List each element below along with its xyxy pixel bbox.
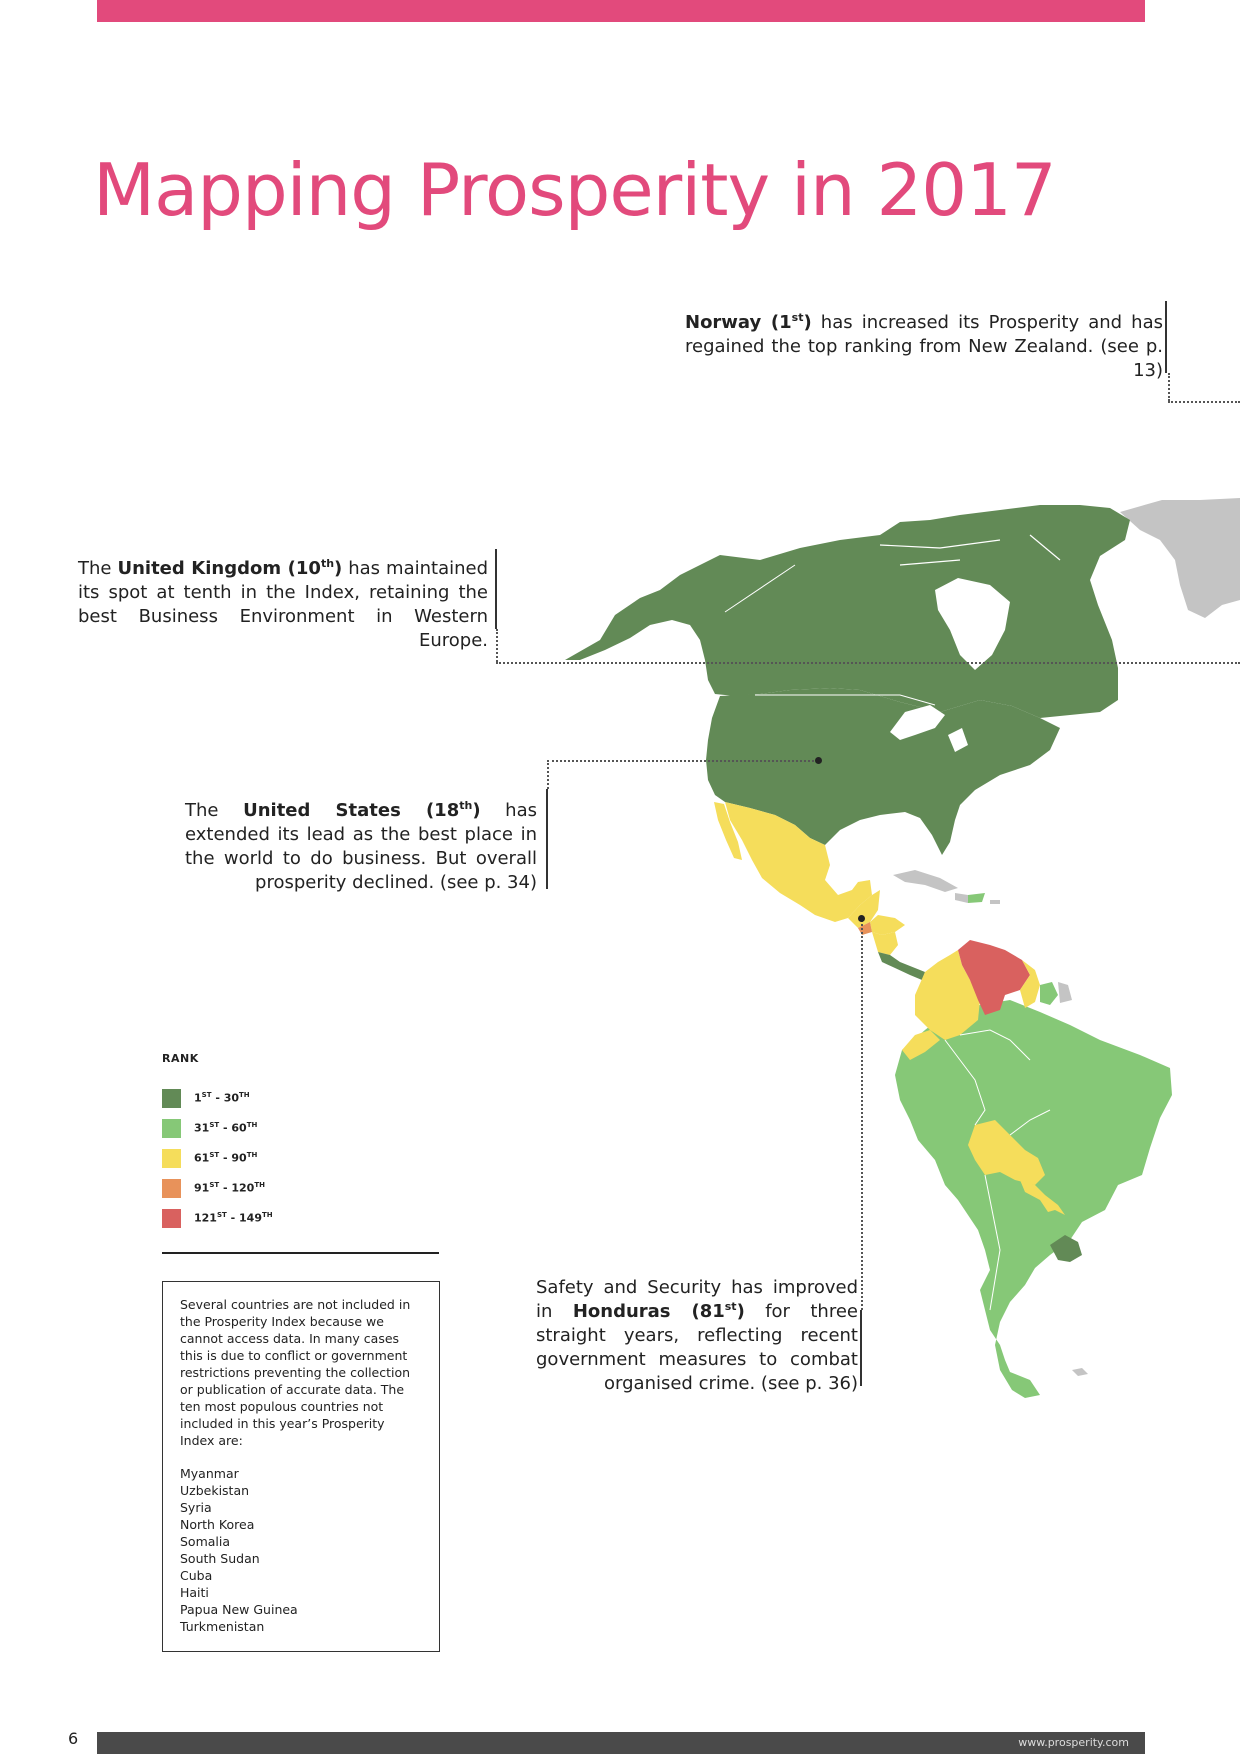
- norway-country: Norway: [685, 312, 762, 333]
- puerto-rico: [990, 900, 1000, 904]
- honduras-region: [870, 915, 905, 935]
- list-item: Syria: [180, 1500, 212, 1515]
- note-text: Several countries are not included in the Prosperity Index because we cannot access data. In many cases this is due to conflict or government restrictions preventing the collection or publication of accurate data. The ten most populous countries not included in this year’s Prosperity Index are:: [180, 1297, 411, 1448]
- list-item: Turkmenistan: [180, 1619, 265, 1634]
- legend-item: [162, 1083, 462, 1113]
- dominican-republic-region: [968, 893, 985, 903]
- honduras-callout: [536, 1276, 858, 1396]
- falkland-islands: [1072, 1368, 1088, 1376]
- canada-alaska-region: [565, 505, 1130, 718]
- legend-item: [162, 1173, 462, 1203]
- honduras-text: for three straight years, reflecting recent government measures to combat organised crime. (see p. 36): [536, 1301, 858, 1394]
- us-rank-close: ): [472, 800, 481, 821]
- legend-title: RANK: [162, 1052, 199, 1065]
- legend-swatch: [162, 1179, 181, 1198]
- us-rank: (18: [400, 800, 460, 821]
- cuba-region: [893, 870, 958, 892]
- norway-rank-suffix: st: [791, 311, 804, 324]
- greenland-region: [1120, 498, 1240, 618]
- footer-url[interactable]: www.prosperity.com: [1018, 1736, 1129, 1749]
- honduras-marker-dot: [858, 915, 865, 922]
- uk-callout: [78, 557, 488, 653]
- uk-prefix: The: [78, 558, 118, 579]
- legend-label: 61ST - 90TH: [194, 1151, 258, 1165]
- legend-item: [162, 1143, 462, 1173]
- legend-label: 121ST - 149TH: [194, 1211, 273, 1225]
- list-item: Papua New Guinea: [180, 1602, 298, 1617]
- legend-items: [162, 1083, 462, 1233]
- us-text: has extended its lead as the best place in the world to do business. But overall prosperity declined. (see p. 34): [185, 800, 537, 893]
- uk-text: has maintained its spot at tenth in the Index, retaining the best Business Environment in Western Europe.: [78, 558, 489, 651]
- norway-callout-rule: [1165, 301, 1167, 373]
- legend-label: 91ST - 120TH: [194, 1181, 265, 1195]
- costa-rica-panama-region: [878, 952, 925, 980]
- uk-leader-horizontal: [496, 662, 1240, 664]
- excluded-countries-list: [180, 1465, 421, 1635]
- french-guiana-region: [1058, 982, 1072, 1003]
- list-item: Myanmar: [180, 1466, 239, 1481]
- legend-swatch: [162, 1119, 181, 1138]
- us-leader-horizontal: [547, 760, 818, 762]
- page-number: 6: [68, 1729, 79, 1748]
- us-country: United States: [243, 800, 401, 821]
- honduras-prefix: Safety and Security has improved in: [536, 1277, 858, 1322]
- us-callout-rule: [546, 789, 548, 889]
- legend-item: [162, 1203, 462, 1233]
- list-item: Somalia: [180, 1534, 231, 1549]
- list-item: South Sudan: [180, 1551, 260, 1566]
- honduras-rank: (81: [670, 1301, 725, 1322]
- uk-callout-rule: [495, 549, 497, 629]
- south-america-region: [895, 1000, 1172, 1398]
- suriname-region: [1040, 982, 1058, 1005]
- honduras-callout-rule: [860, 1310, 862, 1386]
- page-title: Mapping Prosperity in 2017: [93, 148, 1056, 232]
- legend-divider: [162, 1252, 439, 1254]
- honduras-rank-close: ): [736, 1301, 745, 1322]
- rank-legend: [162, 1052, 462, 1233]
- legend-label: 1ST - 30TH: [194, 1091, 250, 1105]
- norway-leader-horizontal: [1168, 401, 1240, 403]
- uk-rank: (10: [281, 558, 321, 579]
- list-item: North Korea: [180, 1517, 255, 1532]
- honduras-leader-vertical: [861, 920, 863, 1310]
- excluded-countries-note: [162, 1281, 440, 1652]
- us-leader-vertical: [547, 760, 549, 789]
- norway-rank-close: ): [803, 312, 812, 333]
- legend-item: [162, 1113, 462, 1143]
- list-item: Uzbekistan: [180, 1483, 250, 1498]
- legend-swatch: [162, 1209, 181, 1228]
- honduras-rank-suffix: st: [724, 1300, 737, 1313]
- us-prefix: The: [185, 800, 244, 821]
- norway-leader-vertical: [1168, 373, 1170, 401]
- nicaragua-region: [872, 932, 898, 955]
- us-callout: [185, 799, 537, 895]
- legend-swatch: [162, 1089, 181, 1108]
- honduras-country: Honduras: [572, 1301, 671, 1322]
- uk-leader-vertical: [496, 629, 498, 662]
- norway-rank: (1: [761, 312, 792, 333]
- footer-bar: [97, 1732, 1145, 1754]
- us-rank-suffix: th: [459, 799, 473, 812]
- us-marker-dot: [815, 757, 822, 764]
- norway-callout: [685, 311, 1163, 383]
- legend-label: 31ST - 60TH: [194, 1121, 258, 1135]
- haiti-region: [955, 893, 968, 903]
- legend-swatch: [162, 1149, 181, 1168]
- list-item: Haiti: [180, 1585, 209, 1600]
- uk-rank-close: ): [334, 558, 343, 579]
- uk-country: United Kingdom: [117, 558, 282, 579]
- uk-rank-suffix: th: [320, 557, 335, 570]
- list-item: Cuba: [180, 1568, 213, 1583]
- norway-text: has increased its Prosperity and has regained the top ranking from New Zealand. (see p. 13): [685, 312, 1163, 381]
